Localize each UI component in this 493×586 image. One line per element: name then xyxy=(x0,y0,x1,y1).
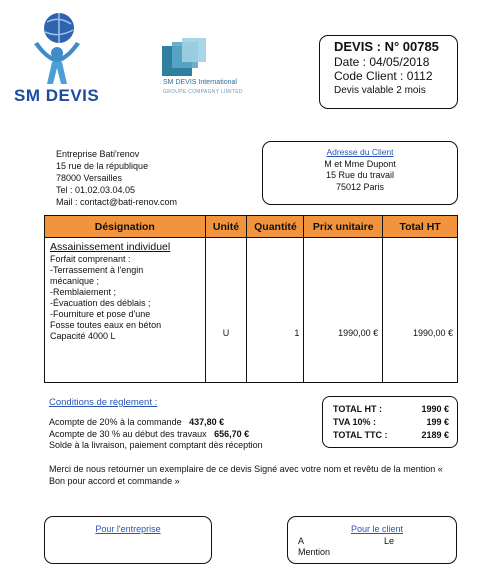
payment-condition-line xyxy=(49,417,263,429)
devis-validity: Devis valable 2 mois xyxy=(334,85,426,96)
item-desc-line: -Remblaiement ; xyxy=(50,287,117,297)
item-desc-line: -Évacuation des déblais ; xyxy=(50,298,151,308)
table-row xyxy=(45,238,458,383)
client-line: 15 Rue du travail xyxy=(325,170,395,180)
item-unit-cell: U xyxy=(205,238,247,383)
column-header-total-ht: Total HT xyxy=(383,216,458,238)
item-title: Assainissement individuel xyxy=(50,241,171,253)
company-signature-box[interactable] xyxy=(44,516,212,564)
devis-date: Date : 04/05/2018 xyxy=(334,55,430,69)
client-line: 75012 Paris xyxy=(335,181,385,192)
item-total-cell: 1990,00 € xyxy=(383,238,458,383)
client-address-title: Adresse du Client xyxy=(326,147,394,157)
column-header-unit-price: Prix unitaire xyxy=(304,216,383,238)
item-desc-line: Fosse toutes eaux en béton xyxy=(50,320,162,330)
return-note: Merci de nous retourner un exemplaire de ce devis Signé avec votre nom et revêtu de la mention « Bon pour accord et commande » xyxy=(49,464,443,486)
devis-number: DEVIS : N° 00785 xyxy=(334,39,439,54)
payment-condition-amount: 656,70 € xyxy=(214,428,250,439)
company-address xyxy=(56,148,177,208)
item-desc-line: -Fourniture et pose d'une xyxy=(50,309,151,319)
sm-devis-logo-text: SM DEVIS xyxy=(14,86,100,105)
mention-a: A xyxy=(298,536,305,546)
devis-client-code: Code Client : 0112 xyxy=(334,69,433,83)
total-ttc-row xyxy=(333,429,449,442)
item-desc-line: Capacité 4000 L xyxy=(50,331,116,341)
client-signature-box[interactable] xyxy=(287,516,457,564)
total-label: TOTAL HT : xyxy=(333,404,382,414)
payment-conditions xyxy=(49,417,263,452)
mention-le: Le xyxy=(384,536,395,546)
item-desc-line: Forfait comprenant : xyxy=(50,254,131,264)
payment-condition-line xyxy=(49,429,263,441)
item-designation-cell xyxy=(45,238,206,383)
total-label: TVA 10% : xyxy=(333,417,377,427)
payment-conditions-title: Conditions de règlement : xyxy=(49,397,158,408)
client-address-box xyxy=(262,141,458,205)
tva-row xyxy=(333,416,449,429)
total-ht-row xyxy=(333,403,449,416)
payment-condition-text: Acompte de 30 % au début des travaux xyxy=(49,428,207,439)
company-email: Mail : contact@bati-renov.com xyxy=(56,197,178,207)
client-signature-title: Pour le client xyxy=(350,524,404,534)
payment-condition-text: Acompte de 20% à la commande xyxy=(49,417,182,427)
item-quantity-cell: 1 xyxy=(247,238,304,383)
payment-condition-line: Solde à la livraison, paiement comptant dès réception xyxy=(49,440,263,450)
total-value: 2189 € xyxy=(421,430,449,440)
column-header-unit: Unité xyxy=(205,216,247,238)
mention-word: Mention xyxy=(298,547,331,557)
company-line: 15 rue de la république xyxy=(56,161,149,171)
item-unit-price-cell: 1990,00 € xyxy=(304,238,383,383)
company-signature-title: Pour l'entreprise xyxy=(95,524,161,534)
logo-international-name: SM DEVIS International xyxy=(163,79,237,86)
company-line: Entreprise Bati'renov xyxy=(56,149,140,159)
column-header-quantity: Quantité xyxy=(247,216,304,238)
item-desc-line: mécanique ; xyxy=(50,276,100,286)
company-phone: Tel : 01.02.03.04.05 xyxy=(56,185,136,195)
company-line: 78000 Versailles xyxy=(56,173,123,183)
client-line: M et Mme Dupont xyxy=(324,158,396,169)
devis-info-box xyxy=(319,35,458,109)
logo-international-subtitle: GROUPE COMPAGNY LIMITED xyxy=(163,89,243,95)
table-header-row xyxy=(45,216,458,238)
payment-condition-amount: 437,80 € xyxy=(189,417,225,427)
total-value: 199 € xyxy=(426,417,449,427)
total-value: 1990 € xyxy=(421,404,449,414)
column-header-designation: Désignation xyxy=(45,216,206,238)
total-label: TOTAL TTC : xyxy=(333,430,388,440)
quote-items-table xyxy=(44,215,458,383)
sm-devis-international-logo-icon xyxy=(162,38,222,78)
item-desc-line: -Terrassement à l'engin xyxy=(50,265,144,275)
totals-box xyxy=(322,396,458,448)
